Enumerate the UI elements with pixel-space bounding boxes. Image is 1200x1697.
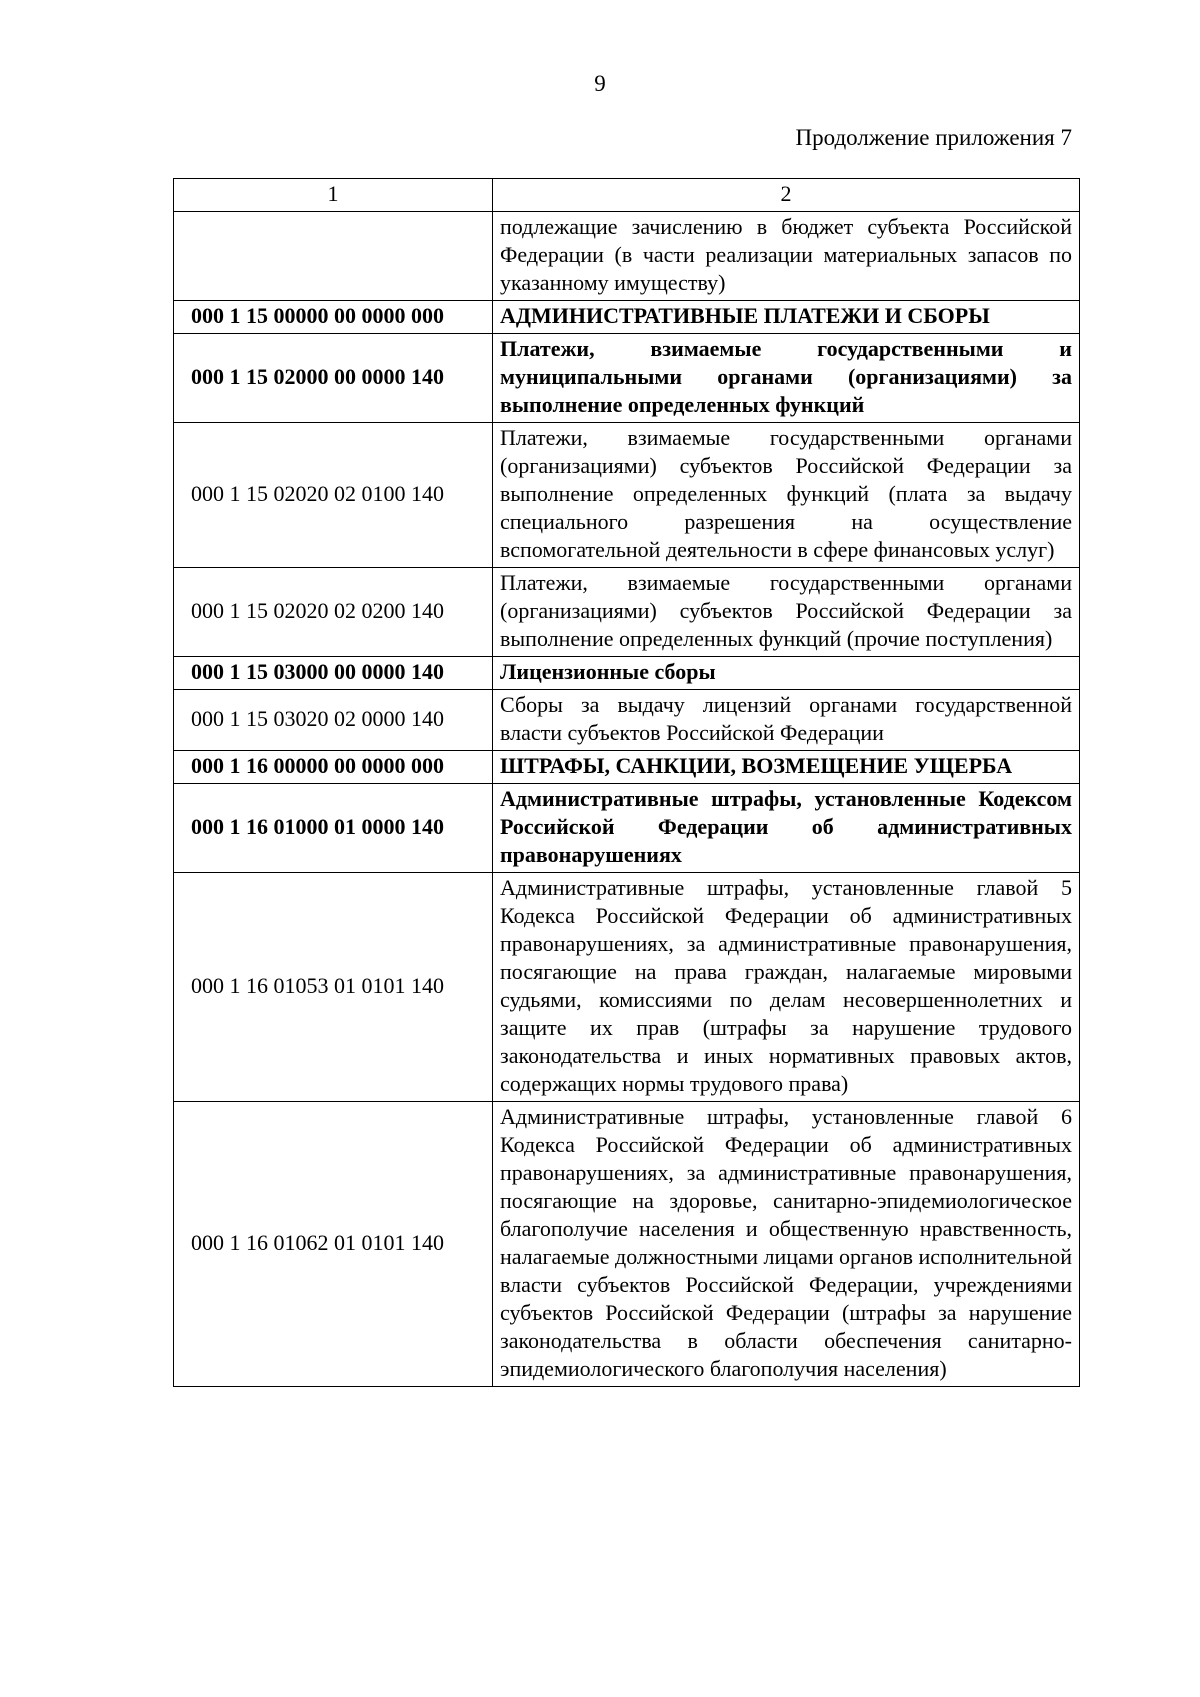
table-row (174, 212, 1080, 301)
budget-code-cell (174, 212, 493, 301)
budget-code-cell: 000 1 15 03020 02 0000 140 (174, 690, 493, 751)
table-row (174, 301, 1080, 334)
budget-code-cell: 000 1 16 00000 00 0000 000 (174, 751, 493, 784)
table-row (174, 873, 1080, 1102)
table-row (174, 690, 1080, 751)
description-cell: Платежи, взимаемые государственными и муниципальными органами (организациями) за выполнение определенных функций (493, 334, 1080, 423)
table-header-row (174, 179, 1080, 212)
budget-code-cell: 000 1 15 00000 00 0000 000 (174, 301, 493, 334)
table-row (174, 423, 1080, 568)
description-cell: Платежи, взимаемые государственными органами (организациями) субъектов Российской Федерации за выполнение определенных функций (прочие поступления) (493, 568, 1080, 657)
description-cell: Административные штрафы, установленные Кодексом Российской Федерации об административных правонарушениях (493, 784, 1080, 873)
table-row (174, 334, 1080, 423)
table-row (174, 751, 1080, 784)
budget-code-cell: 000 1 16 01000 01 0000 140 (174, 784, 493, 873)
description-cell: АДМИНИСТРАТИВНЫЕ ПЛАТЕЖИ И СБОРЫ (493, 301, 1080, 334)
description-cell: Административные штрафы, установленные главой 6 Кодекса Российской Федерации об административных правонарушениях, за административные правонарушения, посягающие на здоровье, санитарно-эпидемиологическое благополучие населения и общественную нравственность, налагаемые должностными лицами органов исполнительной власти субъектов Российской Федерации, учреждениями субъектов Российской Федерации (штрафы за нарушение законодательства в области обеспечения санитарно-эпидемиологического благополучия населения) (493, 1102, 1080, 1387)
column-header-1: 1 (174, 179, 493, 212)
budget-code-cell: 000 1 15 02020 02 0200 140 (174, 568, 493, 657)
budget-code-cell: 000 1 15 02000 00 0000 140 (174, 334, 493, 423)
appendix-continuation-label: Продолжение приложения 7 (795, 125, 1072, 150)
column-header-2: 2 (493, 179, 1080, 212)
budget-code-cell: 000 1 16 01053 01 0101 140 (174, 873, 493, 1102)
budget-classification-table (173, 178, 1080, 1387)
description-cell: ШТРАФЫ, САНКЦИИ, ВОЗМЕЩЕНИЕ УЩЕРБА (493, 751, 1080, 784)
description-cell: Платежи, взимаемые государственными органами (организациями) субъектов Российской Федерации за выполнение определенных функций (плата за выдачу специального разрешения на осуществление вспомогательной деятельности в сфере финансовых услуг) (493, 423, 1080, 568)
table-row (174, 568, 1080, 657)
budget-code-cell: 000 1 15 03000 00 0000 140 (174, 657, 493, 690)
table-row (174, 1102, 1080, 1387)
table-row (174, 657, 1080, 690)
budget-code-cell: 000 1 16 01062 01 0101 140 (174, 1102, 493, 1387)
page-number: 9 (594, 71, 606, 96)
table-row (174, 784, 1080, 873)
description-cell: Административные штрафы, установленные главой 5 Кодекса Российской Федерации об административных правонарушениях, за административные правонарушения, посягающие на права граждан, налагаемые мировыми судьями, комиссиями по делам несовершеннолетних и защите их прав (штрафы за нарушение трудового законодательства и иных нормативных правовых актов, содержащих нормы трудового права) (493, 873, 1080, 1102)
budget-code-cell: 000 1 15 02020 02 0100 140 (174, 423, 493, 568)
description-cell: Лицензионные сборы (493, 657, 1080, 690)
description-cell: Сборы за выдачу лицензий органами государственной власти субъектов Российской Федерации (493, 690, 1080, 751)
description-cell: подлежащие зачислению в бюджет субъекта Российской Федерации (в части реализации материальных запасов по указанному имуществу) (493, 212, 1080, 301)
